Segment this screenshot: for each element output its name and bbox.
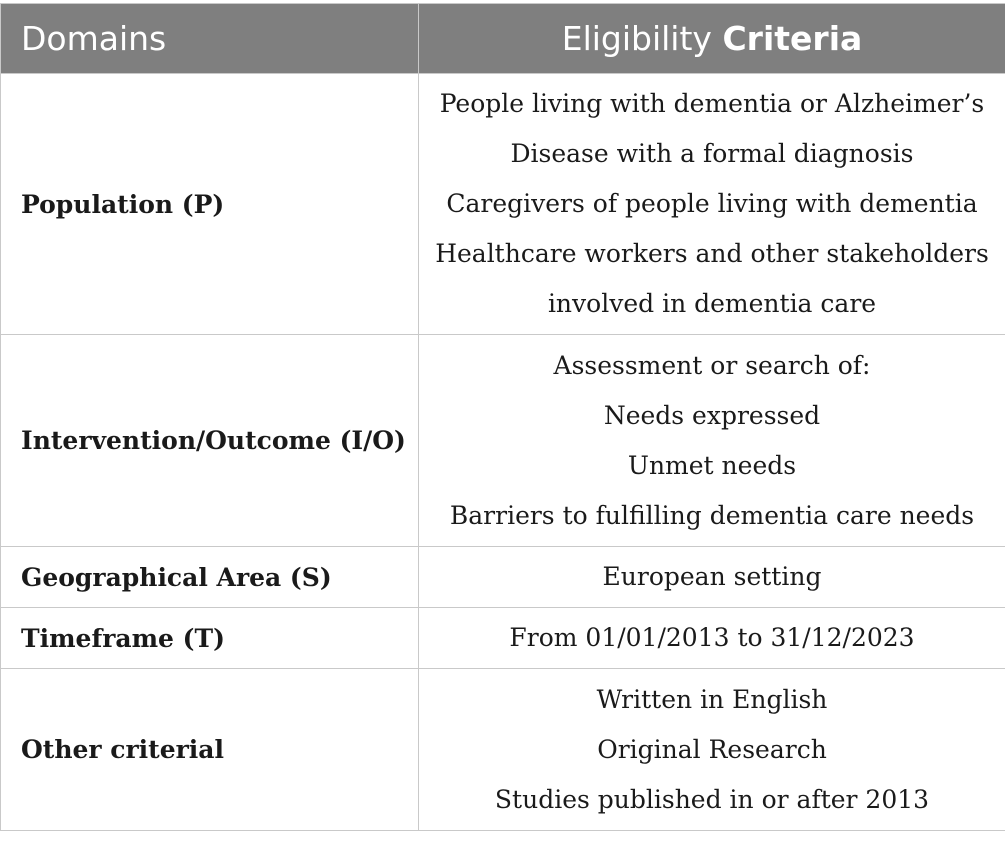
criteria-cell xyxy=(419,547,1005,608)
domain-cell: Population (P) xyxy=(1,74,419,335)
table-row-other-criterial xyxy=(1,669,1005,831)
domain-cell: Timeframe (T) xyxy=(1,608,419,669)
criteria-line: Barriers to fulfilling dementia care needs xyxy=(449,500,975,530)
criteria-line: Original Research xyxy=(597,734,827,764)
header-criteria-light: Eligibility xyxy=(561,19,712,58)
criteria-line: Healthcare workers and other stakeholders xyxy=(435,239,989,268)
criteria-cell xyxy=(419,74,1005,335)
criteria-line: Studies published in or after 2013 xyxy=(494,784,930,814)
eligibility-table-container xyxy=(0,3,1005,831)
criteria-line: Disease with a formal diagnosis xyxy=(510,139,914,168)
criteria-cell xyxy=(419,669,1005,831)
criteria-line: From 01/01/2013 to 31/12/2023 xyxy=(509,623,915,652)
table-row-population xyxy=(1,74,1005,335)
criteria-cell xyxy=(419,608,1005,669)
criteria-line: Needs expressed xyxy=(603,400,821,430)
eligibility-criteria-table xyxy=(0,3,1005,831)
header-domains: Domains xyxy=(1,4,419,74)
domain-cell: Other criterial xyxy=(1,669,419,831)
table-row-intervention-outcome xyxy=(1,335,1005,547)
criteria-line: European setting xyxy=(602,562,822,591)
header-eligibility-criteria xyxy=(419,4,1005,74)
table-row-geographical-area xyxy=(1,547,1005,608)
criteria-line: involved in dementia care xyxy=(547,289,877,318)
criteria-line: Caregivers of people living with dementia xyxy=(446,189,978,218)
criteria-cell xyxy=(419,335,1005,547)
criteria-line: Unmet needs xyxy=(627,450,797,480)
header-criteria-bold: Criteria xyxy=(722,19,863,58)
criteria-line: Assessment or search of: xyxy=(553,350,871,380)
criteria-line: People living with dementia or Alzheimer’s xyxy=(439,89,985,118)
criteria-line: Written in English xyxy=(596,684,828,714)
table-row-timeframe xyxy=(1,608,1005,669)
table-header-row xyxy=(1,4,1005,74)
domain-cell: Geographical Area (S) xyxy=(1,547,419,608)
domain-cell: Intervention/Outcome (I/O) xyxy=(1,335,419,547)
